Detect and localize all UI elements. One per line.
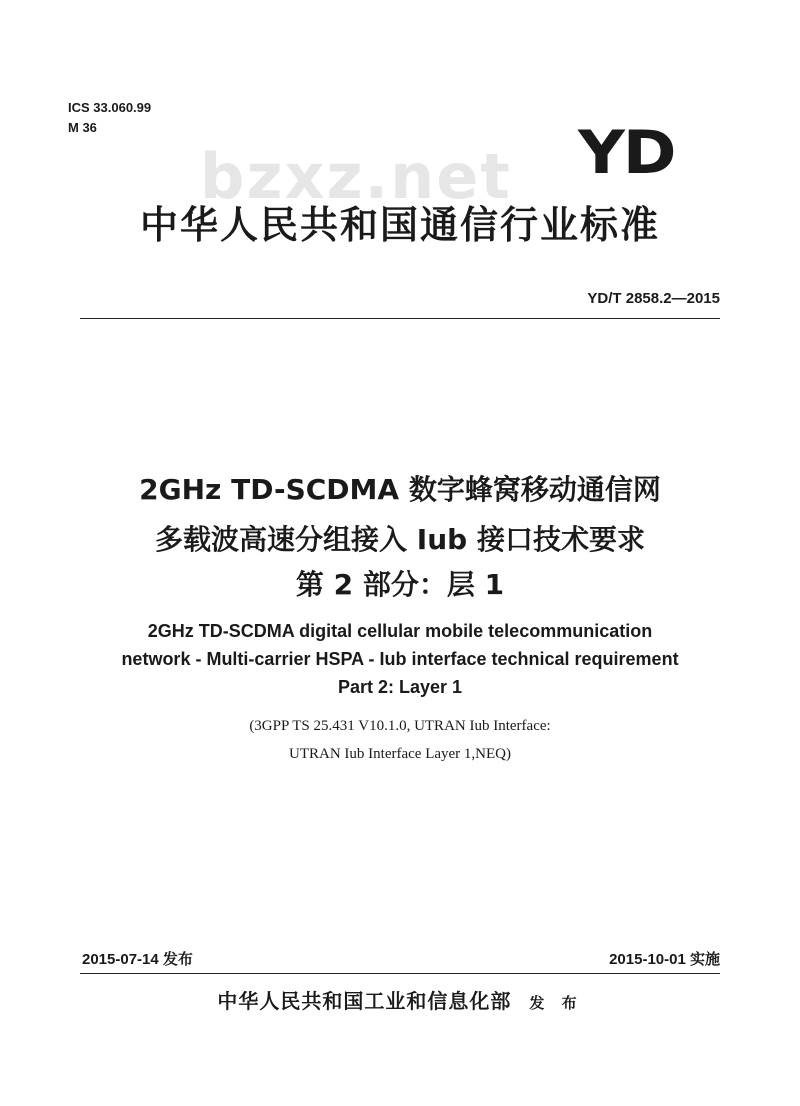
watermark: bzxz.net <box>200 140 512 213</box>
bottom-divider <box>80 973 720 974</box>
reference-line-1: (3GPP TS 25.431 V10.1.0, UTRAN Iub Interface: <box>249 718 551 734</box>
issuer-name: 中华人民共和国工业和信息化部 <box>217 989 512 1013</box>
org-title: 中华人民共和国通信行业标准 <box>139 203 660 247</box>
issuer-action: 发 布 <box>529 994 583 1012</box>
en-title-line-3: Part 2: Layer 1 <box>337 677 463 697</box>
publish-date: 2015-07-14 发布 <box>82 951 193 968</box>
ics-code: ICS 33.060.99 <box>68 100 152 115</box>
ics-code-block <box>68 98 151 138</box>
reference-line-2: UTRAN Iub Interface Layer 1,NEQ) <box>289 746 511 762</box>
top-divider <box>80 318 720 319</box>
standard-number: YD/T 2858.2—2015 <box>587 290 720 307</box>
cn-title-line-1: 2GHz TD-SCDMA 数字蜂窝移动通信网 <box>139 473 661 506</box>
effective-date: 2015-10-01 实施 <box>609 951 720 968</box>
cn-title-line-3: 第 2 部分：层 1 <box>295 568 505 601</box>
cn-title-line-2: 多载波高速分组接入 Iub 接口技术要求 <box>155 523 645 556</box>
issuer-line <box>0 985 800 1014</box>
en-title-line-1: 2GHz TD-SCDMA digital cellular mobile telecommunication <box>147 621 653 641</box>
ccs-code: M 36 <box>68 120 97 135</box>
en-title-line-2: network - Multi-carrier HSPA - Iub interface technical requirement <box>121 649 679 669</box>
yd-logo: YD <box>578 118 675 188</box>
